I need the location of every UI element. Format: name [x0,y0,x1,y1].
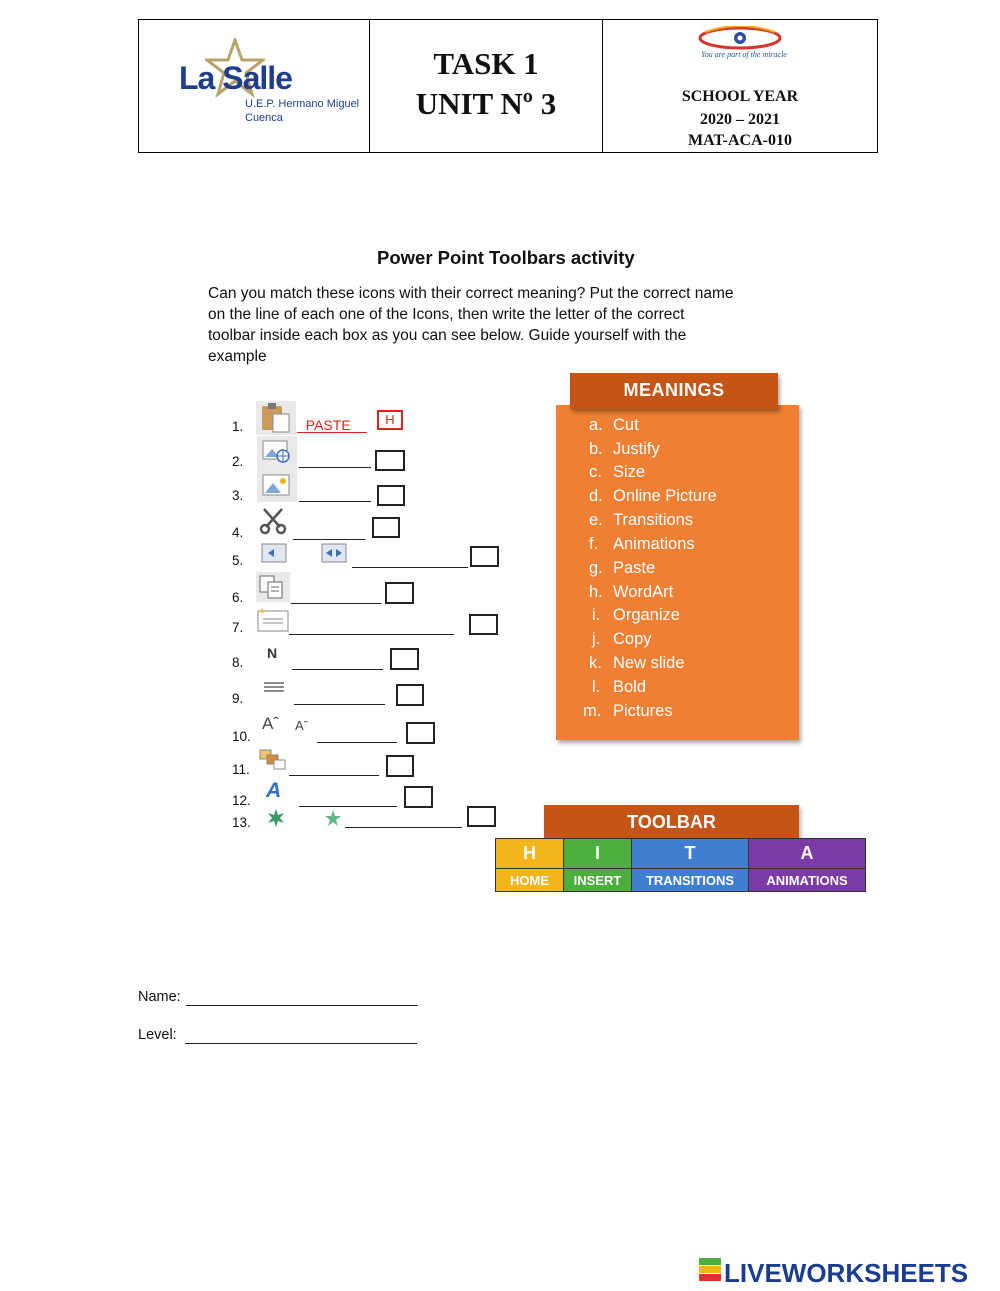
item-number: 12. [232,793,251,808]
answer-letter-box[interactable] [390,648,419,670]
meaning-letter: k. [589,654,602,672]
meaning-letter: d. [589,487,603,505]
name-label: Name: [138,989,181,1005]
school-year-cell [603,20,877,152]
answer-letter-box[interactable] [404,786,433,808]
item-number: 5. [232,553,244,568]
toolbar-letter: A [749,839,865,869]
item-number: 10. [232,729,251,744]
new-slide-icon [256,607,290,633]
toolbar-name: TRANSITIONS [645,873,735,888]
answer-line [299,501,371,502]
answer-line [289,775,379,776]
logo-title: La Salle [179,60,292,96]
document-code: MAT-ACA-010 [688,132,792,149]
meaning-text: Copy [613,630,652,648]
answer-letter-box[interactable] [377,485,405,506]
item-number: 9. [232,691,244,706]
level-field-line[interactable] [185,1043,417,1044]
meaning-letter: h. [589,583,603,601]
meaning-text: Online Picture [613,487,717,505]
item-number: 4. [232,525,244,540]
toolbar-insert [564,839,632,891]
meaning-text: Size [613,463,646,481]
copy-icon [256,572,290,602]
level-label: Level: [138,1027,177,1043]
meaning-letter: m. [583,702,602,720]
meanings-title: MEANINGS [570,373,778,409]
meaning-text: Paste [613,559,656,577]
toolbar-letter: I [564,839,631,869]
meaning-text: Cut [613,416,639,434]
answer-letter-box[interactable] [470,546,499,567]
school-year-label: SCHOOL YEAR [681,88,799,105]
answer-line [294,704,385,705]
liveworksheets-logo-icon [699,1258,721,1282]
meaning-letter: b. [589,440,603,458]
answer-line [317,742,397,743]
answer-letter-box[interactable] [372,517,400,538]
logo-city: Cuenca [245,112,283,124]
answer-letter-box[interactable] [467,806,496,827]
answer-line [352,567,468,568]
toolbar-name: ANIMATIONS [766,873,848,888]
wordart-icon: A [266,779,282,802]
meaning-text: New slide [613,654,685,672]
item-number: 13. [232,815,251,830]
item-number: 6. [232,590,244,605]
toolbar-letter: T [632,839,748,869]
meaning-letter: a. [589,416,603,434]
toolbar-transitions [632,839,749,891]
item-number: 7. [232,620,244,635]
paste-icon [256,401,296,435]
unit-title: UNIT Nº 3 [415,86,557,121]
meaning-letter: j. [592,630,601,648]
animation-star-icon [324,809,342,827]
answer-letter-box[interactable] [385,582,414,604]
answer-line [297,432,367,433]
toolbar-title: TOOLBAR [544,805,799,838]
toolbar-animations [749,839,865,891]
answer-letter-box[interactable] [469,614,498,635]
pictures-icon [257,470,297,502]
item-number: 2. [232,454,244,469]
logo-subtitle: U.E.P. Hermano Miguel [245,98,360,110]
miracle-eye-logo-icon [697,26,783,66]
item-number: 11. [232,762,250,777]
bold-icon: N [267,645,278,661]
item-number: 8. [232,655,244,670]
online-picture-icon [257,436,297,470]
organize-icon [259,749,287,771]
meaning-text: Bold [613,678,647,696]
toolbar-letter: H [496,839,563,869]
activity-title: Power Point Toolbars activity [377,247,635,268]
meaning-text: WordArt [613,583,674,601]
answer-line [289,634,454,635]
item-number: 3. [232,488,244,503]
answer-line [292,669,383,670]
meaning-letter: l. [592,678,601,696]
example-answer: _PASTE__ [298,417,367,433]
grow-font-icon: Aˆ [262,714,279,733]
meaning-letter: f. [589,535,599,553]
meaning-text: Pictures [613,702,673,720]
answer-letter-box[interactable] [396,684,424,706]
meaning-letter: i. [592,606,601,624]
answer-line [299,806,397,807]
name-field-line[interactable] [186,1005,418,1006]
toolbar-home [496,839,564,891]
meaning-letter: c. [589,463,602,481]
instruction-line: Can you match these icons with their correct meaning? Put the correct name [208,285,734,302]
item-number: 1. [232,419,244,434]
answer-line [293,539,365,540]
toolbar-name: INSERT [573,873,622,888]
instruction-line: toolbar inside each box as you can see below. Guide yourself with the [208,327,687,344]
example-letter-box: H [377,410,403,430]
shrink-font-icon: Aˇ [295,718,308,733]
activity-instructions [208,283,878,367]
justify-icon [263,681,285,695]
header-table [138,19,878,153]
task-title: TASK 1 [433,46,539,81]
answer-letter-box[interactable] [375,450,405,471]
task-cell [370,20,603,152]
answer-line [345,827,462,828]
badge-text: You are part of the miracle [701,50,787,59]
answer-letter-box[interactable] [406,722,435,744]
meaning-text: Organize [613,606,680,624]
animation-burst-icon [266,808,286,828]
size-icons [260,542,350,566]
logo-cell [139,20,370,152]
answer-line [291,603,381,604]
meaning-letter: e. [589,511,603,529]
instruction-line: example [208,348,267,365]
answer-letter-box[interactable] [386,755,414,777]
toolbar-legend [495,838,866,892]
instruction-line: on the line of each one of the Icons, then write the letter of the correct [208,306,685,323]
school-year-value: 2020 – 2021 [700,111,780,128]
meaning-letter: g. [589,559,603,577]
meaning-text: Animations [613,535,695,553]
cut-scissors-icon [258,505,288,535]
footer-brand: LIVEWORKSHEETS [724,1258,969,1288]
meaning-text: Justify [613,440,660,458]
toolbar-name: HOME [510,873,549,888]
answer-line [299,467,371,468]
meaning-text: Transitions [613,511,694,529]
